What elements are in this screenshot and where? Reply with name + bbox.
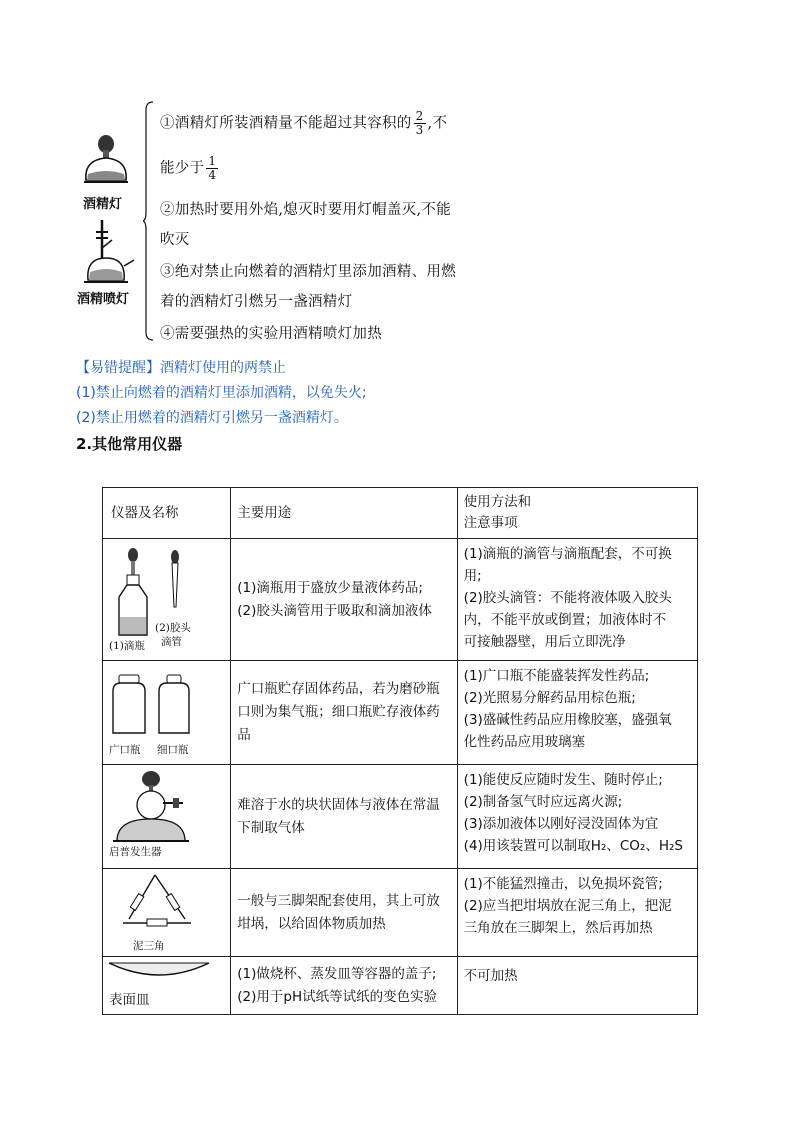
lamp-rule-4: ④需要强热的实验用酒精喷灯加热 xyxy=(160,326,382,342)
note-line: 可接触器壁，用后立即洗净 xyxy=(463,634,626,650)
lamp-rule-2: ②加热时要用外焰,熄灭时要用灯帽盖灭,不能 吹灭 xyxy=(160,202,452,248)
note-line: (2)光照易分解药品用棕色瓶; xyxy=(463,690,636,706)
caption-dropper-bottle: (1)滴瓶 xyxy=(109,640,145,652)
use-line: (1)滴瓶用于盛放少量液体药品; xyxy=(237,579,423,596)
use-line: 坩埚，以给固体物质加热 xyxy=(237,915,386,932)
reagent-bottles-icon xyxy=(103,661,215,751)
header-use: 主要用途 xyxy=(237,504,292,521)
note-line: (2)应当把坩埚放在泥三角上，把泥 xyxy=(463,898,672,914)
note-line: (1)不能猛烈撞击，以免损坏瓷管; xyxy=(463,876,663,892)
note-line: 三角放在三脚架上，然后再加热 xyxy=(463,920,653,936)
table-row xyxy=(103,869,698,957)
caption-kipp-generator: 启普发生器 xyxy=(109,846,162,858)
use-line: 难溶于水的块状固体与液体在常温 xyxy=(237,796,440,813)
note-line: 内，不能平放或倒置；加液体时不 xyxy=(463,612,667,628)
note-line: 用; xyxy=(463,568,482,584)
header-method: 使用方法和 xyxy=(463,494,532,510)
table-row xyxy=(103,765,698,869)
caption-watch-glass: 表面皿 xyxy=(109,992,150,1008)
watch-glass-icon xyxy=(103,957,215,981)
use-line: 下制取气体 xyxy=(237,819,305,836)
lamp-rule-1-cont xyxy=(160,155,220,182)
alcohol-burner-figure xyxy=(82,218,138,288)
fraction-one-quarter: $\frac{1}{4}$ xyxy=(208,154,217,182)
note-line: (1)能使反应随时发生、随时停止; xyxy=(463,772,663,788)
lamp-rule-3: ③绝对禁止向燃着的酒精灯里添加酒精、用燃 着的酒精灯引燃另一盏酒精灯 xyxy=(160,264,456,310)
note-line: (1)滴瓶的滴管与滴瓶配套，不可换 xyxy=(463,546,672,562)
use-line: 口则为集气瓶；细口瓶贮存液体药 xyxy=(237,704,440,720)
table-row xyxy=(103,539,698,661)
caption-narrow-mouth-bottle: 细口瓶 xyxy=(157,744,189,756)
table-header-row xyxy=(103,488,698,539)
error-tip-item-1: (1)禁止向燃着的酒精灯里添加酒精，以免失火; xyxy=(76,385,367,401)
lamp-rule-1-text: ①酒精灯所装酒精量不能超过其容积的 xyxy=(160,115,412,132)
header-notes: 注意事项 xyxy=(463,515,518,531)
lamp-rule-1 xyxy=(160,110,447,137)
alcohol-burner-caption: 酒精喷灯 xyxy=(77,292,130,307)
error-tip-title: 【易错提醒】酒精灯使用的两禁止 xyxy=(76,360,286,376)
fraction-two-thirds: $\frac{2}{3}$ xyxy=(415,109,424,137)
note-line: (3)盛碱性药品应用橡胶塞，盛强氧 xyxy=(463,712,672,728)
header-instrument: 仪器及名称 xyxy=(111,505,179,521)
alcohol-burner-icon xyxy=(82,218,138,288)
lamp-rule-1-cont-text: 能少于 xyxy=(160,160,205,177)
note-line: (4)用该装置可以制取H₂、CO₂、H₂S xyxy=(463,838,683,854)
alcohol-lamp-icon xyxy=(80,130,132,192)
caption-wide-mouth-bottle: 广口瓶 xyxy=(109,744,141,756)
lamp-rule-1-tail: ,不 xyxy=(427,115,448,132)
note-line: (2)胶头滴管：不能将液体吸入胶头 xyxy=(463,590,672,606)
note-line: 不可加热 xyxy=(463,968,518,984)
brace-bracket xyxy=(143,100,155,342)
note-line: (3)添加液体以刚好浸没固体为宜 xyxy=(463,816,659,832)
note-line: (2)制备氢气时应远离火源; xyxy=(463,794,623,810)
use-line: 一般与三脚架配套使用，其上可放 xyxy=(237,892,440,909)
alcohol-lamp-caption: 酒精灯 xyxy=(83,197,123,212)
note-line: (1)广口瓶不能盛装挥发性药品; xyxy=(463,668,650,684)
note-line: 化性药品应用玻璃塞 xyxy=(463,734,586,750)
use-line: (2)用于pH试纸等试纸的变色实验 xyxy=(237,988,438,1005)
use-line: 品 xyxy=(237,727,251,743)
caption-dropper: (2)胶头 xyxy=(155,622,191,634)
caption-clay-triangle: 泥三角 xyxy=(133,940,165,952)
use-line: (1)做烧杯、蒸发皿等容器的盖子; xyxy=(237,965,437,982)
caption-dropper-2: 滴管 xyxy=(161,636,182,648)
use-line: (2)胶头滴管用于吸取和滴加液体 xyxy=(237,602,432,619)
alcohol-lamp-figure xyxy=(80,130,132,192)
section-title: 2.其他常用仪器 xyxy=(76,435,183,453)
use-line: 广口瓶贮存固体药品，若为磨砂瓶 xyxy=(237,681,440,697)
table-row xyxy=(103,957,698,1015)
table-row xyxy=(103,661,698,765)
instrument-table xyxy=(102,487,698,1015)
error-tip-item-2: (2)禁止用燃着的酒精灯引燃另一盏酒精灯。 xyxy=(76,410,348,426)
